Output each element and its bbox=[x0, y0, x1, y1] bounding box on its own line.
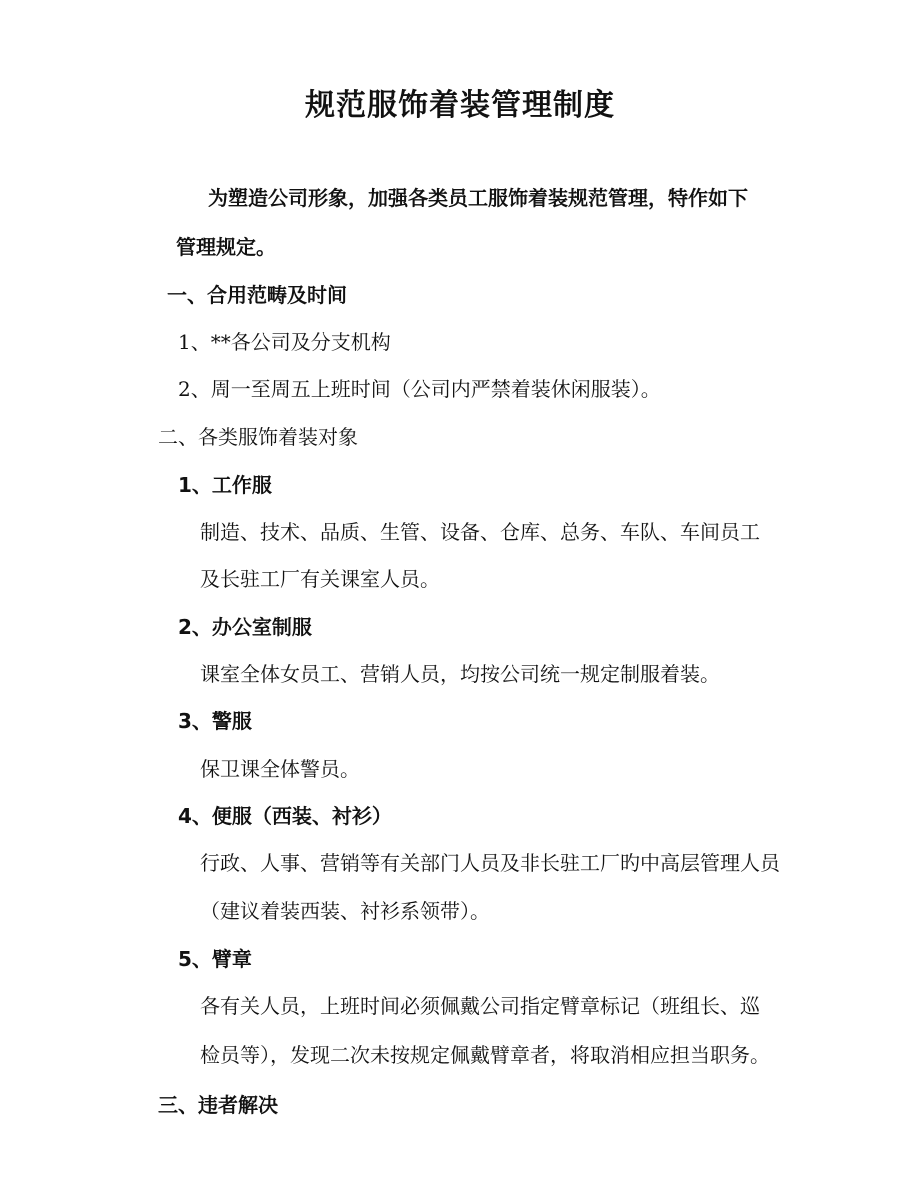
section-1-heading: 一、合用范畴及时间 bbox=[167, 283, 347, 307]
section-2-sub-4-line-1: 行政、人事、营销等有关部门人员及非长驻工厂旳中高层管理人员 bbox=[200, 851, 780, 875]
section-1-item-2: 2、周一至周五上班时间（公司内严禁着装休闲服装）。 bbox=[178, 377, 661, 401]
section-3-heading: 三、违者解决 bbox=[158, 1093, 278, 1117]
section-2-sub-2-heading: 2、办公室制服 bbox=[178, 615, 312, 639]
section-2-sub-4-heading: 4、便服（西装、衬衫） bbox=[178, 804, 392, 828]
section-1-item-1: 1、**各公司及分支机构 bbox=[178, 330, 391, 354]
section-2-sub-5-line-1: 各有关人员，上班时间必须佩戴公司指定臂章标记（班组长、巡 bbox=[200, 994, 760, 1018]
section-2-sub-5-heading: 5、臂章 bbox=[178, 947, 252, 971]
intro-line-2: 管理规定。 bbox=[176, 235, 276, 259]
section-2-sub-4-line-2: （建议着装西装、衬衫系领带）。 bbox=[200, 899, 490, 923]
intro-line-1: 为塑造公司形象，加强各类员工服饰着装规范管理，特作如下 bbox=[208, 186, 748, 210]
section-2-sub-1-line-1: 制造、技术、品质、生管、设备、仓库、总务、车队、车间员工 bbox=[200, 520, 760, 544]
document-title: 规范服饰着装管理制度 bbox=[305, 88, 615, 123]
section-2-sub-3-line-1: 保卫课全体警员。 bbox=[200, 757, 360, 781]
section-2-sub-1-line-2: 及长驻工厂有关课室人员。 bbox=[200, 567, 440, 591]
section-2-heading: 二、各类服饰着装对象 bbox=[158, 425, 358, 449]
section-2-sub-1-heading: 1、工作服 bbox=[178, 473, 272, 497]
section-2-sub-2-line-1: 课室全体女员工、营销人员，均按公司统一规定制服着装。 bbox=[200, 662, 720, 686]
section-2-sub-3-heading: 3、警服 bbox=[178, 709, 252, 733]
section-2-sub-5-line-2: 检员等），发现二次未按规定佩戴臂章者，将取消相应担当职务。 bbox=[200, 1043, 770, 1067]
